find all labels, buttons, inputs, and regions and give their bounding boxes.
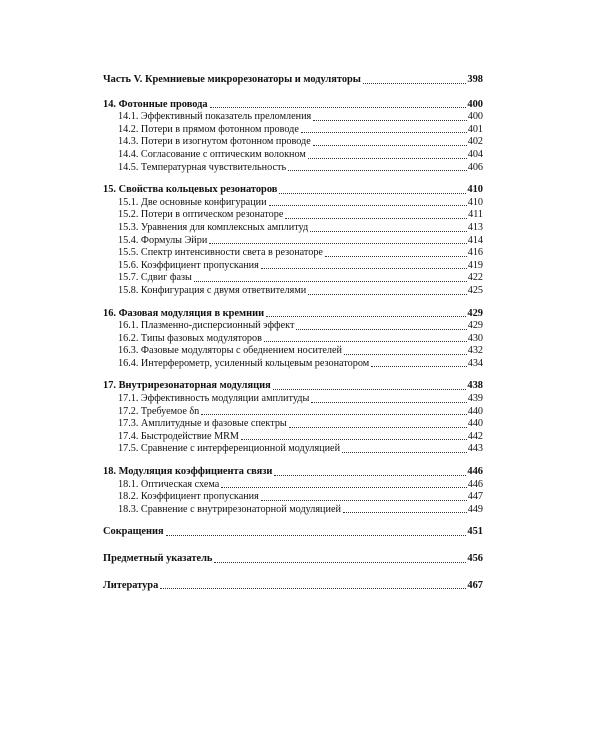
toc-leader-dots [279,193,466,194]
toc-entry-page: 413 [467,221,483,233]
toc-section-entry[interactable] [103,431,483,444]
toc-entry-title: 15.8. Конфигурация с двумя ответвителями [118,284,307,296]
toc-entry-page: 451 [467,526,483,538]
toc-leader-dots [311,402,466,403]
toc-entry-title: 14. Фотонные провода [103,98,208,110]
toc-entry-page: 404 [467,148,483,160]
toc-entry-title: 17. Внутрирезонаторная модуляция [103,380,271,392]
toc-leader-dots [344,354,467,355]
toc-entry-page: 425 [467,284,483,296]
toc-entry-title: Предметный указатель [103,553,213,564]
toc-leader-dots [325,256,467,257]
toc-entry-page: 440 [467,418,483,430]
toc-section-entry[interactable] [103,406,483,419]
toc-section-entry[interactable] [103,358,483,371]
toc-entry-title: 17.5. Сравнение с интерференционной модуляцией [118,443,341,455]
toc-section-entry[interactable] [103,479,483,492]
toc-entry-page: 414 [467,234,483,246]
toc-entry-page: 400 [467,98,483,110]
toc-entry-title: 14.3. Потери в изогнутом фотонном проводе [118,136,311,148]
toc-entry-title: 14.1. Эффективный показатель преломления [118,111,312,123]
toc-backmatter-entry[interactable] [103,580,483,593]
toc-leader-dots [313,120,466,121]
toc-entry-title: 15. Свойства кольцевых резонаторов [103,184,278,196]
toc-leader-dots [343,512,467,513]
toc-part-entry[interactable] [103,74,483,87]
toc-entry-page: 446 [467,478,483,490]
toc-entry-page: 410 [467,196,483,208]
toc-entry-title: 17.3. Амплитудные и фазовые спектры [118,418,287,430]
toc-entry-title: 17.2. Требуемое δn [118,405,200,417]
toc-entry-title: 16.1. Плазменно-дисперсионный эффект [118,320,295,332]
toc-section-entry[interactable] [103,285,483,298]
toc-section-entry[interactable] [103,111,483,124]
toc-entry-page: 439 [467,393,483,405]
toc-entry-page: 416 [467,247,483,259]
toc-entry-page: 406 [467,161,483,173]
toc-entry-title: 16.3. Фазовые модуляторы с обеднением носителей [118,345,342,357]
toc-section-entry[interactable] [103,491,483,504]
toc-section-entry[interactable] [103,333,483,346]
toc-entry-title: 18. Модуляция коэффициента связи [103,466,273,478]
toc-entry-page: 442 [467,430,483,442]
toc-entry-title: 15.7. Сдвиг фазы [118,272,192,284]
toc-leader-dots [296,329,466,330]
toc-leader-dots [308,158,467,159]
toc-leader-dots [209,243,466,244]
toc-section-entry[interactable] [103,222,483,235]
toc-leader-dots [264,341,467,342]
toc-leader-dots [261,500,467,501]
toc-entry-page: 443 [467,443,483,455]
toc-section-entry[interactable] [103,247,483,260]
toc-leader-dots [261,268,467,269]
toc-chapter-14 [103,99,483,175]
toc-leader-dots [274,475,466,476]
toc-leader-dots [214,562,466,563]
toc-leader-dots [201,414,466,415]
toc-entry-title: 14.5. Температурная чувствительность [118,161,287,173]
toc-chapter-18 [103,466,483,516]
toc-leader-dots [288,170,467,171]
toc-leader-dots [308,294,466,295]
toc-entry-page: 410 [467,184,483,196]
toc-entry-page: 398 [467,74,483,85]
toc-leader-dots [266,316,466,317]
toc-leader-dots [301,132,467,133]
toc-section-entry[interactable] [103,235,483,248]
toc-leader-dots [210,107,467,108]
toc-entry-page: 432 [467,345,483,357]
toc-entry-title: 16.2. Типы фазовых модуляторов [118,332,262,344]
toc-entry-page: 401 [467,123,483,135]
toc-part-group [103,74,483,87]
toc-backmatter-entry[interactable] [103,553,483,566]
toc-section-entry[interactable] [103,124,483,137]
toc-chapter-entry[interactable] [103,466,483,479]
toc-section-entry[interactable] [103,443,483,456]
toc-entry-title: Сокращения [103,526,164,538]
toc-leader-dots [241,439,467,440]
toc-entry-page: 411 [468,209,483,221]
toc-entry-title: 15.2. Потери в оптическом резонаторе [118,209,284,221]
toc-section-entry[interactable] [103,136,483,149]
toc-entry-title: 18.3. Сравнение с внутрирезонаторной модуляцией [118,503,341,515]
toc-section-entry[interactable] [103,260,483,273]
toc-chapter-entry[interactable] [103,99,483,112]
toc-leader-dots [160,588,466,589]
toc-section-entry[interactable] [103,149,483,162]
toc-entry-page: 467 [467,579,483,591]
toc-section-entry[interactable] [103,393,483,406]
toc-entry-page: 440 [467,405,483,417]
toc-leader-dots [273,389,467,390]
toc-entry-page: 419 [467,259,483,271]
toc-entry-title: 15.5. Спектр интенсивности света в резонаторе [118,247,323,259]
toc-chapter-entry[interactable] [103,184,483,197]
toc-section-entry[interactable] [103,162,483,175]
toc-entry-page: 402 [467,136,483,148]
toc-entry-page: 400 [467,111,483,123]
toc-entry-title: 15.1. Две основные конфигурации [118,196,267,208]
toc-entry-page: 446 [467,466,483,478]
toc-entry-title: 15.3. Уравнения для комплексных амплитуд [118,221,309,233]
toc-leader-dots [166,535,467,536]
toc-entry-page: 456 [467,553,483,564]
toc-leader-dots [342,452,467,453]
toc-section-entry[interactable] [103,320,483,333]
toc-leader-dots [221,487,466,488]
toc-entry-title: 18.2. Коэффициент пропускания [118,491,259,503]
toc-section-entry[interactable] [103,272,483,285]
toc-entry-title: 14.4. Согласование с оптическим волокном [118,148,306,160]
toc-leader-dots [285,218,467,219]
toc-leader-dots [313,145,467,146]
toc-entry-page: 438 [467,380,483,392]
toc-chapter-16 [103,308,483,371]
toc-entry-title: Часть V. Кремниевые микрорезонаторы и модуляторы [103,74,361,85]
toc-entry-page: 422 [467,272,483,284]
toc-leader-dots [310,231,467,232]
toc-entry-page: 447 [467,491,483,503]
toc-entry-title: Литература [103,579,159,591]
toc-entry-title: 17.4. Быстродействие MRM [118,430,239,442]
toc-entry-title: 14.2. Потери в прямом фотонном проводе [118,123,299,135]
toc-section-entry[interactable] [103,197,483,210]
toc-chapter-entry[interactable] [103,380,483,393]
toc-chapter-entry[interactable] [103,308,483,321]
toc-entry-title: 17.1. Эффективность модуляции амплитуды [118,393,310,405]
toc-leader-dots [363,83,466,84]
toc-entry-page: 449 [467,503,483,515]
toc-entry-title: 15.4. Формулы Эйри [118,234,208,246]
toc-entry-page: 429 [467,307,483,319]
toc-entry-title: 15.6. Коэффициент пропускания [118,259,259,271]
toc-subject-index [103,553,483,566]
toc-section-entry[interactable] [103,345,483,358]
toc-entry-page: 434 [467,357,483,369]
toc-references [103,580,483,593]
toc-entry-title: 16. Фазовая модуляция в кремнии [103,307,265,319]
toc-leader-dots [371,366,467,367]
toc-section-entry[interactable] [103,504,483,517]
toc-section-entry[interactable] [103,209,483,222]
toc-chapter-15 [103,184,483,297]
toc-entry-title: 16.4. Интерферометр, усиленный кольцевым резонатором [118,357,370,369]
toc-section-entry[interactable] [103,418,483,431]
toc-leader-dots [289,427,467,428]
toc-entry-page: 429 [467,320,483,332]
table-of-contents [103,74,483,606]
toc-entry-title: 18.1. Оптическая схема [118,478,220,490]
toc-entry-page: 430 [467,332,483,344]
toc-abbreviations [103,526,483,539]
toc-backmatter-entry[interactable] [103,526,483,539]
toc-leader-dots [194,281,467,282]
toc-leader-dots [269,205,467,206]
toc-chapter-17 [103,380,483,456]
